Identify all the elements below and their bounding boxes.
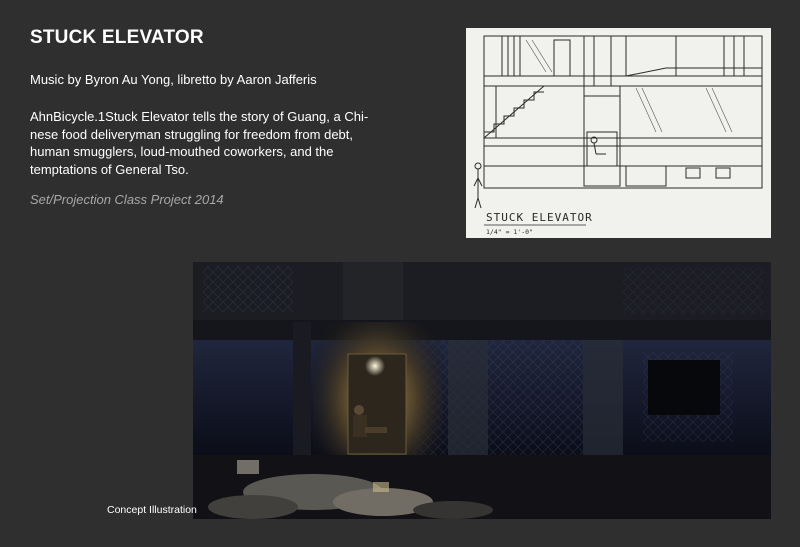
synopsis-text: AhnBicycle.1Stuck Elevator tells the story of Guang, a Chi-nese food deliveryman struggling for freedom from debt, human smugglers, loud-mouthed coworkers, and the temptations of General Tso. bbox=[30, 109, 369, 177]
set-sketch-image bbox=[466, 28, 771, 238]
project-label: Set/Projection Class Project 2014 bbox=[30, 192, 224, 207]
illustration-caption: Concept Illustration bbox=[107, 504, 197, 516]
concept-illustration-image bbox=[193, 262, 771, 519]
credits-text: Music by Byron Au Yong, libretto by Aaron Jafferis bbox=[30, 72, 317, 87]
sketch-handwritten-title: STUCK ELEVATOR bbox=[486, 211, 593, 224]
page-title: STUCK ELEVATOR bbox=[30, 27, 204, 48]
sketch-handwritten-scale: 1/4" = 1'-0" bbox=[486, 228, 533, 236]
concept-illustration-art bbox=[193, 262, 771, 519]
sketch-drawing bbox=[466, 28, 771, 238]
